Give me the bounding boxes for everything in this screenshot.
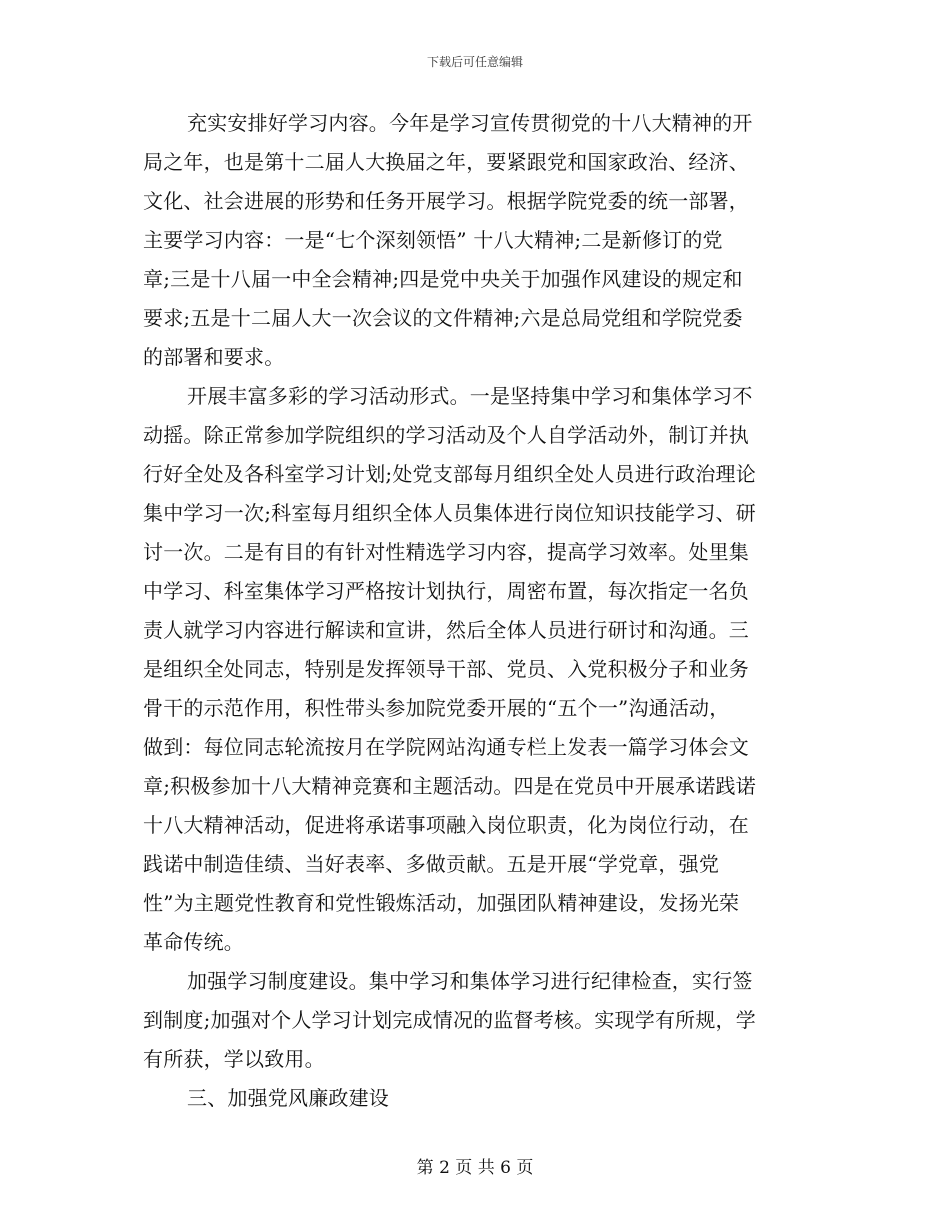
text-line: 践诺中制造佳绩、当好表率、多做贡献。五是开展“学党章，强党 (143, 852, 720, 876)
text-line: 责人就学习内容进行解读和宣讲，然后全体人员进行研讨和沟通。三 (143, 618, 749, 642)
text-line: 局之年，也是第十二届人大换届之年，要紧跟党和国家政治、经济、 (143, 150, 749, 174)
text-line: 加强学习制度建设。集中学习和集体学习进行纪律检查，实行签 (187, 969, 753, 993)
text-line: 骨干的示范作用，积性带头参加院党委开展的“五个一”沟通活动， (143, 696, 730, 720)
text-line: 革命传统。 (143, 930, 244, 954)
text-line: 有所获，学以致用。 (143, 1047, 325, 1071)
text-line: 开展丰富多彩的学习活动形式。一是坚持集中学习和集体学习不 (187, 384, 753, 408)
text-line: 集中学习一次;科室每月组织全体人员集体进行岗位知识技能学习、研 (143, 501, 756, 525)
text-line: 讨一次。二是有目的有针对性精选学习内容，提高学习效率。处里集 (143, 540, 749, 564)
text-line: 性”为主题党性教育和党性锻炼活动，加强团队精神建设，发扬光荣 (143, 891, 740, 915)
text-line: 中学习、科室集体学习严格按计划执行，周密布置，每次指定一名负 (143, 579, 749, 603)
text-line: 到制度;加强对个人学习计划完成情况的监督考核。实现学有所规，学 (143, 1008, 756, 1032)
text-line: 做到：每位同志轮流按月在学院网站沟通专栏上发表一篇学习体会文 (143, 735, 749, 759)
text-line: 的部署和要求。 (143, 345, 285, 369)
text-line: 是组织全处同志，特别是发挥领导干部、党员、入党积极分子和业务 (143, 657, 749, 681)
text-line: 动摇。除正常参加学院组织的学习活动及个人自学活动外，制订并执 (143, 423, 749, 447)
text-line: 三、加强党风廉政建设 (187, 1086, 389, 1110)
text-line: 行好全处及各科室学习计划;处党支部每月组织全处人员进行政治理论 (143, 462, 756, 486)
text-line: 充实安排好学习内容。今年是学习宣传贯彻党的十八大精神的开 (187, 111, 753, 135)
text-line: 十八大精神活动，促进将承诺事项融入岗位职责，化为岗位行动，在 (143, 813, 749, 837)
text-line: 文化、社会进展的形势和任务开展学习。根据学院党委的统一部署， (143, 189, 749, 213)
text-line: 章;三是十八届一中全会精神;四是党中央关于加强作风建设的规定和 (143, 267, 743, 291)
text-line: 章;积极参加十八大精神竞赛和主题活动。四是在党员中开展承诺践诺 (143, 774, 756, 798)
document-body (143, 104, 807, 1118)
page-number: 第 2 页 共 6 页 (416, 1158, 534, 1178)
text-line: 主要学习内容：一是“七个深刻领悟” 十八大精神;二是新修订的党 (143, 228, 723, 252)
text-line: 要求;五是十二届人大一次会议的文件精神;六是总局党组和学院党委 (143, 306, 743, 330)
page-header-note: 下载后可任意编辑 (426, 55, 523, 69)
